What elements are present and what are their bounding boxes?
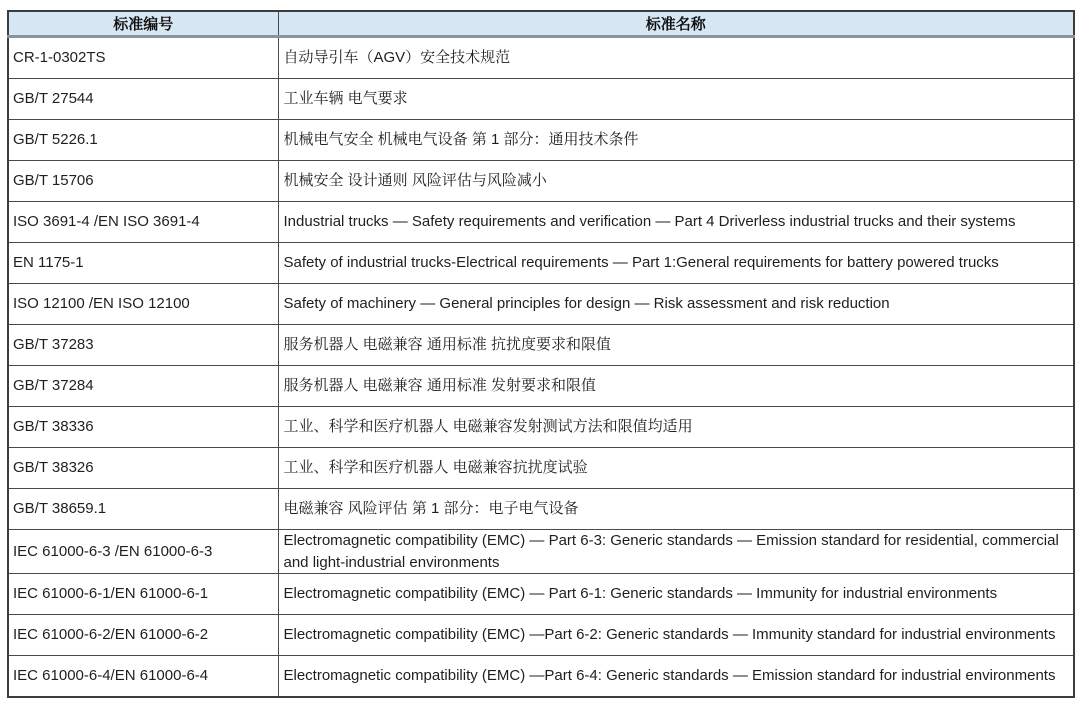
table-header [8,11,1074,37]
standard-name-cell: 工业、科学和医疗机器人 电磁兼容发射测试方法和限值均适用 [278,407,1074,448]
header-standard-code: 标准编号 [8,11,278,37]
standard-code-cell: EN 1175-1 [8,243,278,284]
standard-code-cell: IEC 61000-6-2/EN 61000-6-2 [8,615,278,656]
table-row [8,366,1074,407]
standard-code-cell: GB/T 15706 [8,161,278,202]
standard-code-cell: ISO 3691-4 /EN ISO 3691-4 [8,202,278,243]
table-row [8,161,1074,202]
table-row [8,37,1074,79]
standard-name-cell: Electromagnetic compatibility (EMC) — Part 6-3: Generic standards — Emission standard for residential, commercial and light-industrial environments [278,530,1074,574]
standard-code-cell: ISO 12100 /EN ISO 12100 [8,284,278,325]
standards-table [7,10,1075,698]
standard-name-cell: Industrial trucks — Safety requirements and verification — Part 4 Driverless industrial trucks and their systems [278,202,1074,243]
standard-code-cell: GB/T 38659.1 [8,489,278,530]
standard-name-cell: Safety of machinery — General principles for design — Risk assessment and risk reduction [278,284,1074,325]
standard-name-cell: 工业、科学和医疗机器人 电磁兼容抗扰度试验 [278,448,1074,489]
table-row [8,120,1074,161]
standard-code-cell: GB/T 38336 [8,407,278,448]
standard-name-cell: 服务机器人 电磁兼容 通用标准 抗扰度要求和限值 [278,325,1074,366]
table-row [8,574,1074,615]
standard-name-cell: 机械安全 设计通则 风险评估与风险减小 [278,161,1074,202]
table-row [8,79,1074,120]
header-standard-name: 标准名称 [278,11,1074,37]
standard-name-cell: Electromagnetic compatibility (EMC) — Part 6-1: Generic standards — Immunity for industrial environments [278,574,1074,615]
table-row [8,489,1074,530]
table-row [8,325,1074,366]
standard-name-cell: 服务机器人 电磁兼容 通用标准 发射要求和限值 [278,366,1074,407]
table-row [8,202,1074,243]
standard-code-cell: GB/T 37283 [8,325,278,366]
standard-name-cell: Electromagnetic compatibility (EMC) —Part 6-2: Generic standards — Immunity standard for industrial environments [278,615,1074,656]
table-row [8,656,1074,698]
standard-name-cell: 自动导引车（AGV）安全技术规范 [278,37,1074,79]
standard-name-cell: Safety of industrial trucks-Electrical requirements — Part 1:General requirements for battery powered trucks [278,243,1074,284]
table-row [8,243,1074,284]
standard-name-cell: Electromagnetic compatibility (EMC) —Part 6-4: Generic standards — Emission standard for industrial environments [278,656,1074,698]
standard-code-cell: IEC 61000-6-3 /EN 61000-6-3 [8,530,278,574]
standard-code-cell: GB/T 38326 [8,448,278,489]
standard-code-cell: IEC 61000-6-4/EN 61000-6-4 [8,656,278,698]
standard-name-cell: 电磁兼容 风险评估 第 1 部分：电子电气设备 [278,489,1074,530]
table-row [8,407,1074,448]
standard-name-cell: 机械电气安全 机械电气设备 第 1 部分：通用技术条件 [278,120,1074,161]
table-row [8,284,1074,325]
standard-code-cell: CR-1-0302TS [8,37,278,79]
header-row [8,11,1074,37]
table-row [8,530,1074,574]
table-row [8,615,1074,656]
table-row [8,448,1074,489]
standard-code-cell: GB/T 37284 [8,366,278,407]
standard-name-cell: 工业车辆 电气要求 [278,79,1074,120]
standard-code-cell: GB/T 5226.1 [8,120,278,161]
standard-code-cell: IEC 61000-6-1/EN 61000-6-1 [8,574,278,615]
table-body [8,37,1074,698]
standard-code-cell: GB/T 27544 [8,79,278,120]
